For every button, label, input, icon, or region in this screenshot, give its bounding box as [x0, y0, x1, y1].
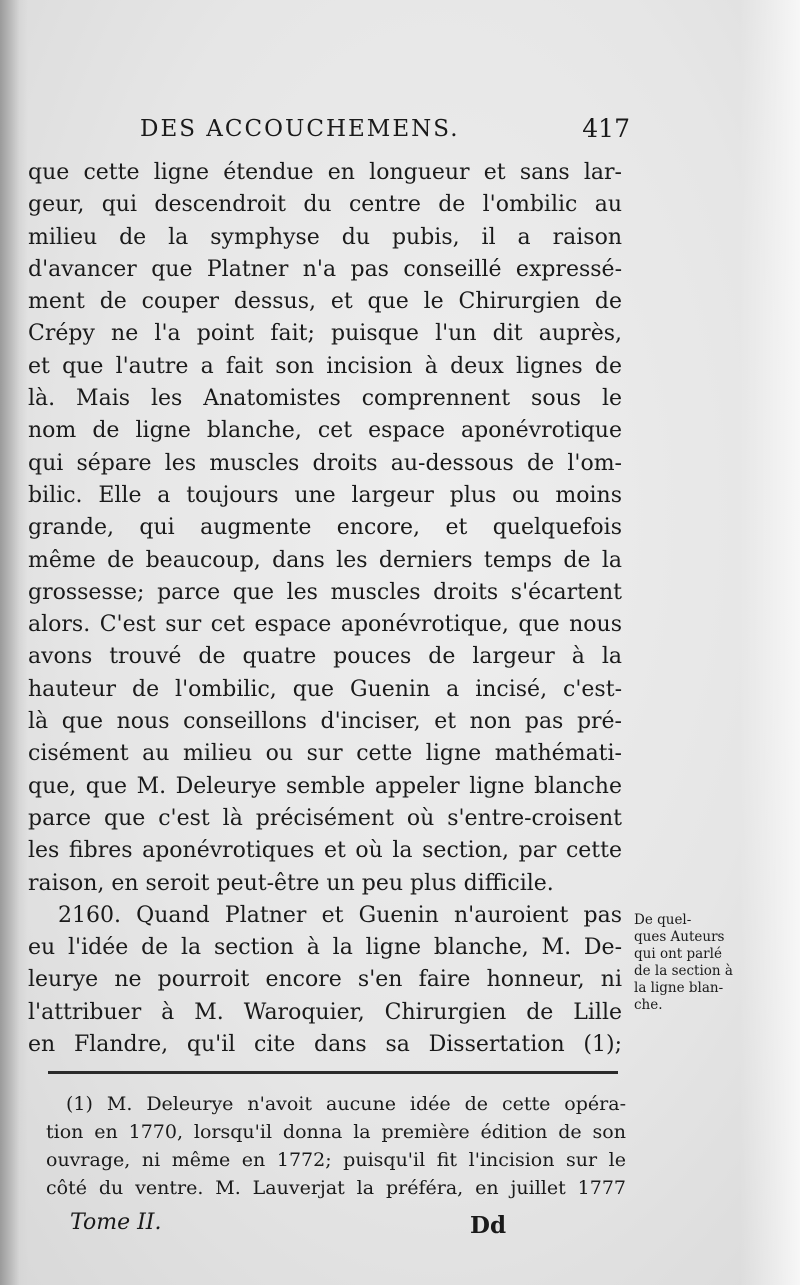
text-line: en Flandre, qu'il cite dans sa Dissertation (1);	[28, 1032, 622, 1058]
running-title: DES ACCOUCHEMENS.	[140, 116, 460, 142]
text-line: cisément au milieu ou sur cette ligne mathémati-	[28, 741, 622, 767]
margin-note-line: ques Auteurs	[634, 929, 725, 945]
text-line: les fibres aponévrotiques et où la section, par cette	[28, 838, 622, 864]
text-line: que cette ligne étendue en longueur et sans lar-	[28, 160, 622, 185]
text-line: l'attribuer à M. Waroquier, Chirurgien de Lille	[28, 999, 622, 1025]
text-line: parce que c'est là précisément où s'entre-croisent	[28, 805, 622, 831]
footnote-line: côté du ventre. M. Lauverjat la préféra, en juillet 1777	[46, 1177, 626, 1199]
signature-mark: Dd	[470, 1212, 507, 1239]
margin-note-line: de la section à	[634, 963, 733, 979]
text-line: eu l'idée de la section à la ligne blanche, M. De-	[28, 935, 622, 961]
margin-note-line: la ligne blan-	[634, 980, 724, 996]
text-line: grande, qui augmente encore, et quelquefois	[28, 515, 622, 541]
page-header	[140, 112, 630, 148]
margin-note	[634, 912, 784, 1014]
text-line: qui sépare les muscles droits au-dessous de l'om-	[28, 450, 622, 476]
paragraph-start-line: 2160. Quand Platner et Guenin n'auroient pas	[58, 902, 622, 928]
footnote-line: (1) M. Deleurye n'avoit aucune idée de cette opéra-	[66, 1093, 626, 1115]
footnote	[46, 1090, 626, 1202]
margin-note-line: qui ont parlé	[634, 946, 722, 962]
footnote-line: tion en 1770, lorsqu'il donna la première édition de son	[46, 1121, 626, 1143]
text-line: avons trouvé de quatre pouces de largeur à la	[28, 644, 622, 670]
text-line: d'avancer que Platner n'a pas conseillé expressé-	[28, 256, 622, 282]
text-line: là que nous conseillons d'inciser, et non pas pré-	[28, 709, 622, 735]
margin-note-line: che.	[634, 997, 663, 1013]
text-line: ment de couper dessus, et que le Chirurgien de	[28, 289, 622, 315]
page-edge-highlight	[740, 0, 800, 1285]
text-line: bilic. Elle a toujours une largeur plus ou moins	[28, 482, 622, 508]
margin-note-line: De quel-	[634, 912, 692, 928]
text-line: que, que M. Deleurye semble appeler ligne blanche	[28, 773, 622, 799]
text-line: grossesse; parce que les muscles droits s'écartent	[28, 579, 622, 605]
text-line: alors. C'est sur cet espace aponévrotique, que nous	[28, 612, 622, 638]
footnote-rule	[48, 1071, 618, 1074]
text-line: et que l'autre a fait son incision à deux lignes de	[28, 353, 622, 379]
text-line: même de beaucoup, dans les derniers temps de la	[28, 547, 622, 573]
body-text	[28, 157, 622, 1061]
text-line: milieu de la symphyse du pubis, il a raison	[28, 224, 622, 250]
text-line: leurye ne pourroit encore s'en faire honneur, ni	[28, 967, 622, 993]
page-number: 417	[582, 114, 630, 143]
text-line: là. Mais les Anatomistes comprennent sous le	[28, 386, 622, 412]
text-line: hauteur de l'ombilic, que Guenin a incisé, c'est-	[28, 676, 622, 702]
footnote-line: ouvrage, ni même en 1772; puisqu'il fit l'incision sur le	[46, 1149, 626, 1171]
text-line: Crépy ne l'a point fait; puisque l'un dit auprès,	[28, 321, 622, 347]
volume-signature: Tome II.	[70, 1210, 162, 1235]
text-line: raison, en seroit peut-être un peu plus difficile.	[28, 870, 554, 896]
text-line: nom de ligne blanche, cet espace aponévrotique	[28, 418, 622, 444]
text-line: geur, qui descendroit du centre de l'ombilic au	[28, 192, 622, 218]
page-gutter-shadow	[0, 0, 28, 1285]
